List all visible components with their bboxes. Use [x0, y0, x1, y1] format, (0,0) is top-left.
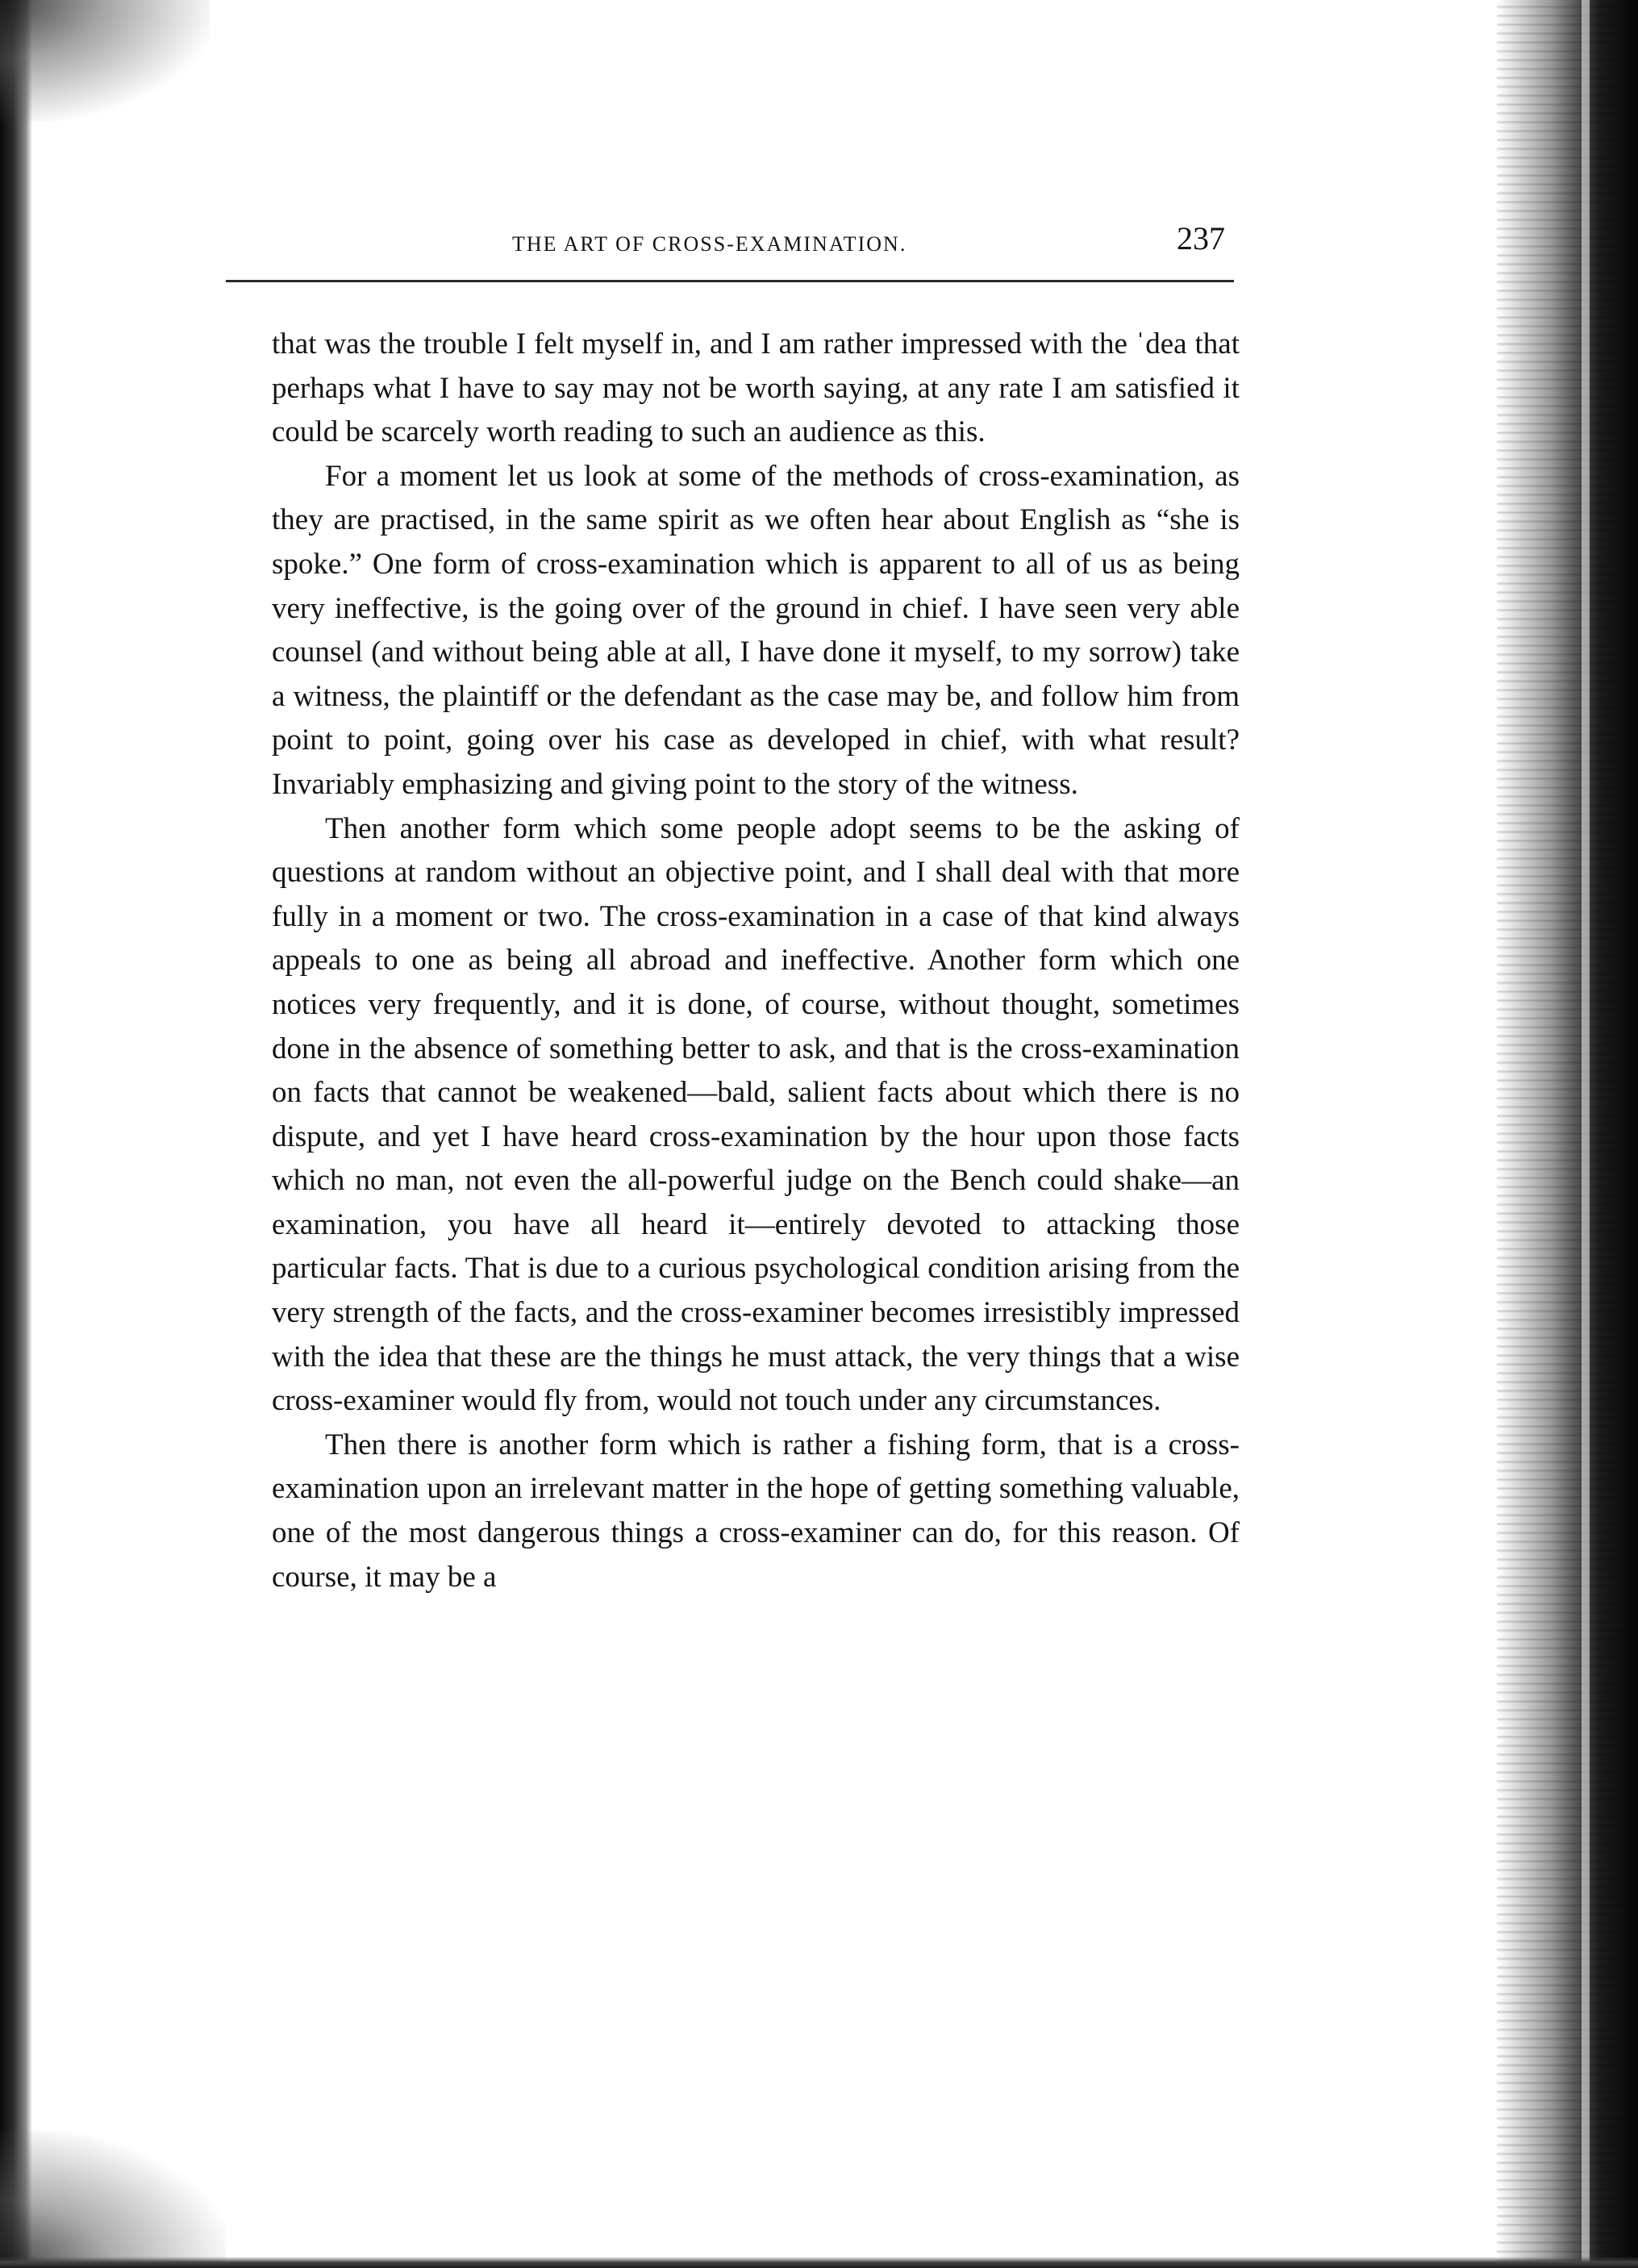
paragraph: Then another form which some people adopt seems to be the asking of questions at random without an objective point, and I shall deal with that more fully in a moment or two. The cross-examination in a case of that kind always appeals to one as being all abroad and ineffective. Another form which one notices very frequently, and it is done, of course, without thought, sometimes done in the absence of something better to ask, and that is the cross-examination on facts that cannot be weakened—bald, salient facts about which there is no dispute, and yet I have heard cross-examination by the hour upon those facts which no man, not even the all-powerful judge on the Bench could shake—an examination, you have all heard it—entirely devoted to attacking those particular facts. That is due to a curious psychological condition arising from the very strength of the facts, and the cross-examiner becomes irresistibly impressed with the idea that these are the things he must attack, the very things that a wise cross-examiner would fly from, would not touch under any circumstances.: [272, 811, 1240, 1418]
scan-right-highlight: [1582, 0, 1590, 2268]
scan-right-edge: [1497, 0, 1638, 2268]
page-number: 237: [1177, 220, 1225, 256]
paragraph: For a moment let us look at some of the methods of cross-examination, as they are practised, in the same spirit as we often hear about English as “she is spoke.” One form of cross-examination which is apparent to all of us as being very ineffective, is the going over of the ground in chief. I have seen very able counsel (and without being able at all, I have done it myself, to my sorrow) take a witness, the plaintiff or the defendant as the case may be, and follow him from point to point, going over his case as developed in chief, with what result? Invariably emphasizing and giving point to the story of the witness.: [272, 459, 1240, 801]
header-rule: [226, 280, 1234, 282]
body-text: [272, 323, 1240, 1599]
scan-bottom-left-shadow: [0, 2131, 226, 2268]
paragraph: that was the trouble I felt myself in, and I am rather impressed with the ˈdea that perhaps what I have to say may not be worth saying, at any rate I am satisfied it could be scarcely worth reading to such an audience as this.: [272, 327, 1240, 449]
scan-bottom-edge: [0, 2257, 1638, 2268]
running-head: THE ART OF CROSS-EXAMINATION.: [512, 232, 907, 256]
scan-left-edge: [0, 0, 32, 2268]
page-header: [270, 220, 1230, 265]
scan-top-left-shadow: [0, 0, 210, 121]
paragraph: Then there is another form which is rather a fishing form, that is a cross-examination upon an irrelevant matter in the hope of getting something valuable, one of the most dangerous things a cross-examiner can do, for this reason. Of course, it may be a: [272, 1428, 1240, 1594]
